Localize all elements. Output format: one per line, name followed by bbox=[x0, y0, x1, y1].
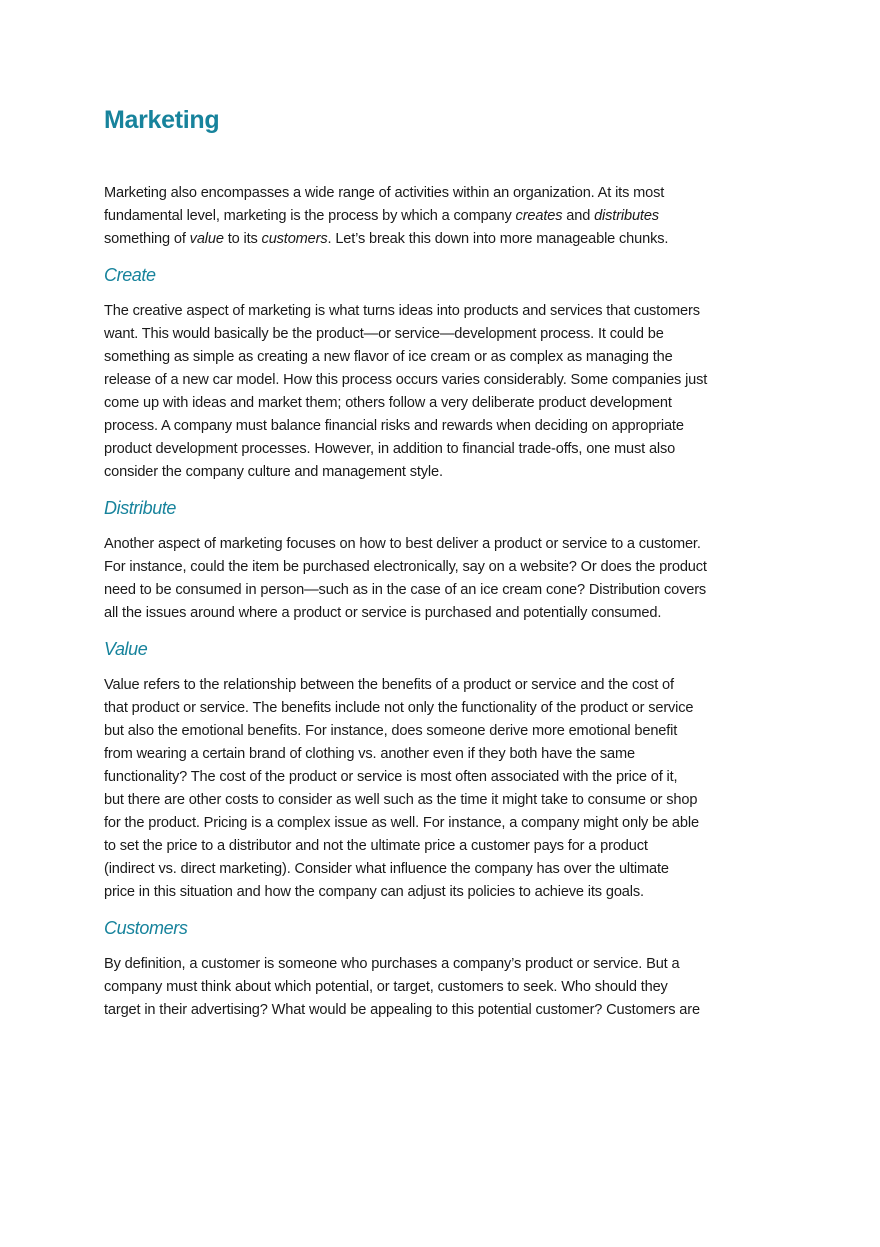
text-line: company must think about which potential, or target, customers to seek. Who should they bbox=[104, 979, 668, 995]
section-heading-customers: Customers bbox=[104, 918, 188, 938]
page-title: Marketing bbox=[104, 106, 220, 134]
section-paragraph bbox=[104, 953, 784, 1022]
text-line: Marketing also encompasses a wide range of activities within an organization. At its most bbox=[104, 185, 665, 201]
emphasis-creates: creates bbox=[515, 208, 563, 224]
text-line: consider the company culture and management style. bbox=[104, 464, 443, 480]
document-page bbox=[104, 104, 784, 1022]
text-line: product development processes. However, in addition to financial trade-offs, one must also bbox=[104, 441, 676, 457]
text-line: (indirect vs. direct marketing). Consider what influence the company has over the ultimate bbox=[104, 861, 669, 877]
text-line: release of a new car model. How this process occurs varies considerably. Some companies just bbox=[104, 372, 708, 388]
section-heading-create: Create bbox=[104, 265, 156, 285]
text-line: come up with ideas and market them; others follow a very deliberate product development bbox=[104, 395, 672, 411]
text-line: all the issues around where a product or service is purchased and potentially consumed. bbox=[104, 605, 662, 621]
text: . Let’s break this down into more manageable chunks. bbox=[327, 231, 669, 247]
text-line: from wearing a certain brand of clothing vs. another even if they both have the same bbox=[104, 746, 635, 762]
text: fundamental level, marketing is the process by which a company bbox=[104, 208, 516, 224]
text-line: process. A company must balance financial risks and rewards when deciding on appropriate bbox=[104, 418, 684, 434]
emphasis-value: value bbox=[189, 231, 224, 247]
text: and bbox=[562, 208, 595, 224]
section-heading-value: Value bbox=[104, 639, 148, 659]
text-line: Another aspect of marketing focuses on how to best deliver a product or service to a customer. bbox=[104, 536, 701, 552]
text-line: The creative aspect of marketing is what turns ideas into products and services that customers bbox=[104, 303, 700, 319]
section-paragraph bbox=[104, 533, 784, 625]
section-paragraph bbox=[104, 674, 784, 904]
text-line: but also the emotional benefits. For instance, does someone derive more emotional benefit bbox=[104, 723, 678, 739]
text-line: for the product. Pricing is a complex issue as well. For instance, a company might only be able bbox=[104, 815, 699, 831]
text: to its bbox=[223, 231, 262, 247]
text-line: Value refers to the relationship between the benefits of a product or service and the cost of bbox=[104, 677, 674, 693]
text-line: need to be consumed in person—such as in the case of an ice cream cone? Distribution covers bbox=[104, 582, 707, 598]
text-line: want. This would basically be the product—or service—development process. It could be bbox=[104, 326, 664, 342]
emphasis-customers: customers bbox=[261, 231, 328, 247]
text-line: functionality? The cost of the product or service is most often associated with the price of it, bbox=[104, 769, 678, 785]
intro-paragraph bbox=[104, 182, 784, 251]
text-line: By definition, a customer is someone who purchases a company’s product or service. But a bbox=[104, 956, 680, 972]
text-line: that product or service. The benefits include not only the functionality of the product or service bbox=[104, 700, 694, 716]
text-line: target in their advertising? What would be appealing to this potential customer? Customers are bbox=[104, 1002, 700, 1018]
section-paragraph bbox=[104, 300, 784, 484]
text-line: but there are other costs to consider as well such as the time it might take to consume or shop bbox=[104, 792, 698, 808]
text-line bbox=[104, 228, 784, 251]
text-line: something as simple as creating a new flavor of ice cream or as complex as managing the bbox=[104, 349, 673, 365]
text-line bbox=[104, 205, 784, 228]
emphasis-distributes: distributes bbox=[594, 208, 659, 224]
text-line: price in this situation and how the company can adjust its policies to achieve its goals. bbox=[104, 884, 644, 900]
text-line: to set the price to a distributor and not the ultimate price a customer pays for a product bbox=[104, 838, 648, 854]
section-heading-distribute: Distribute bbox=[104, 498, 177, 518]
sections bbox=[104, 262, 784, 1022]
text-line: For instance, could the item be purchased electronically, say on a website? Or does the product bbox=[104, 559, 707, 575]
text: something of bbox=[104, 231, 190, 247]
